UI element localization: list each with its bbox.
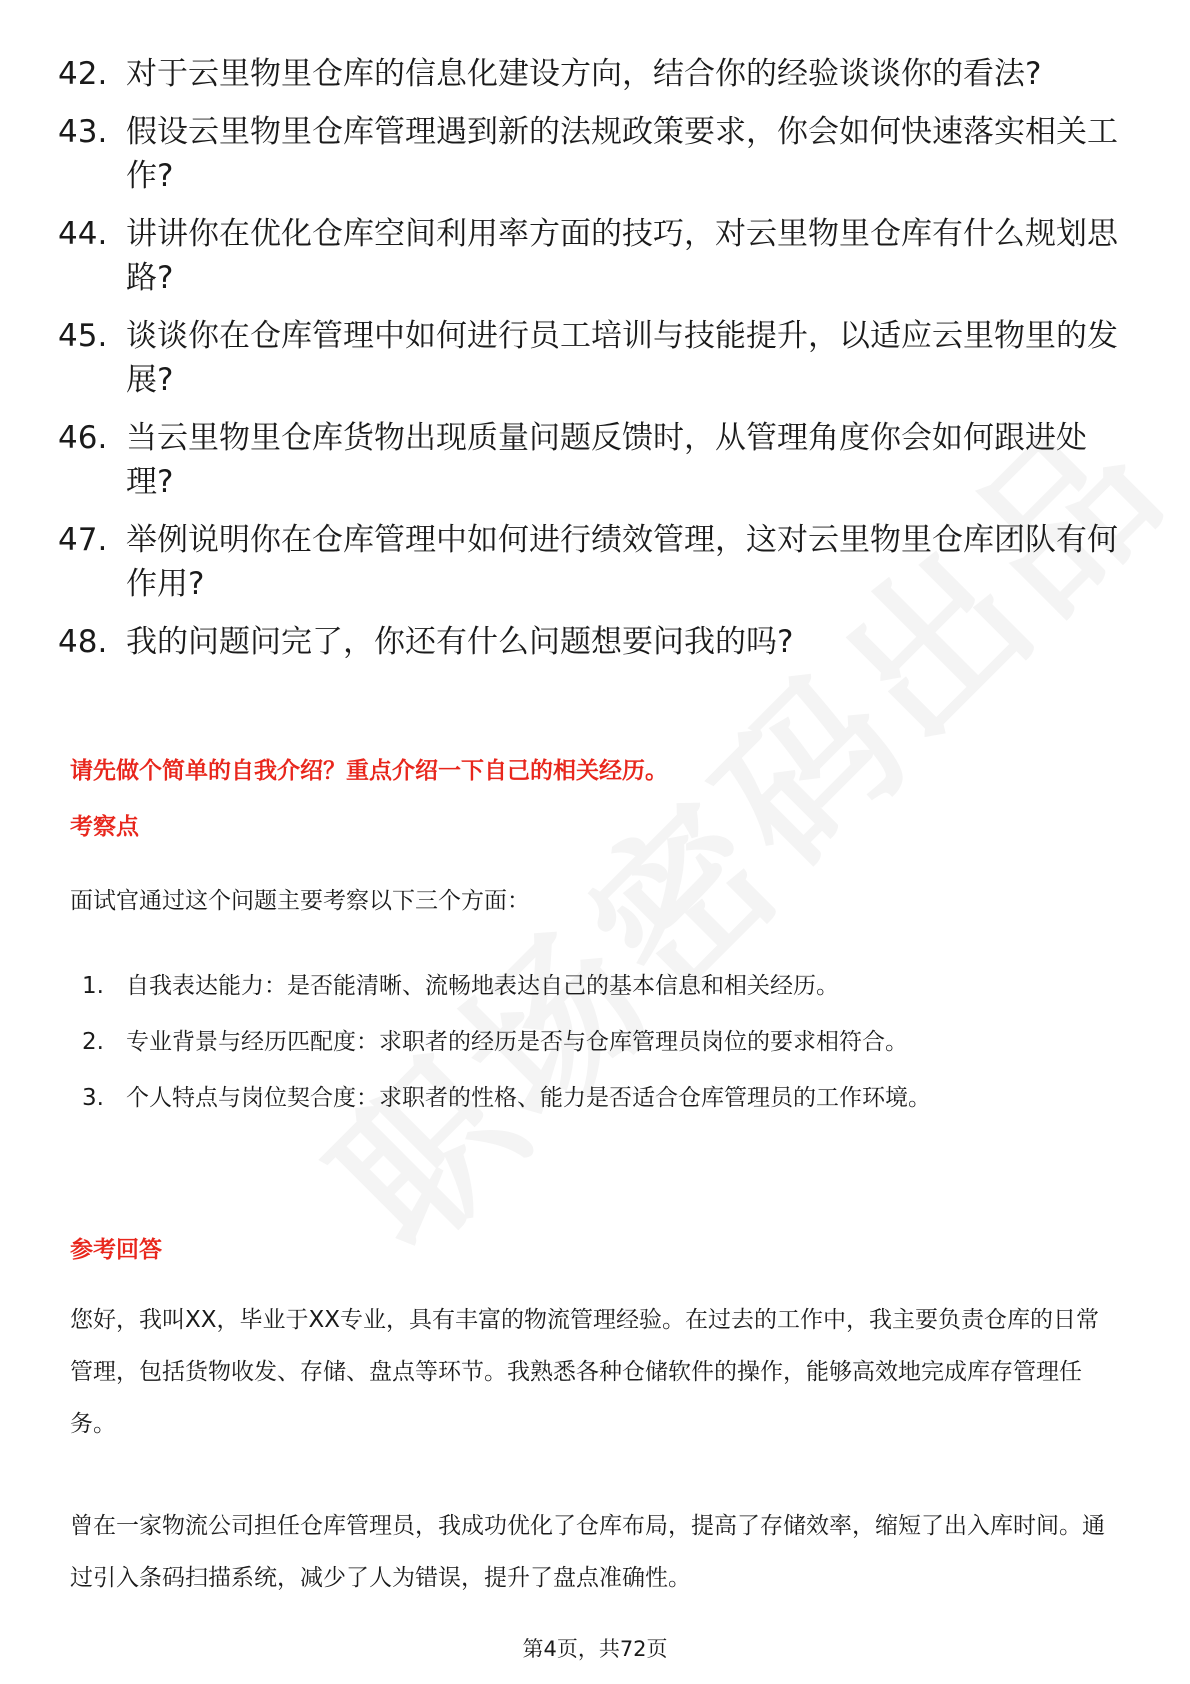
focus-point-list [82,960,1122,1128]
question-text: 我的问题问完了，你还有什么问题想要问我的吗? [126,624,794,660]
question-item [58,416,1118,504]
focus-point-text: 专业背景与经历匹配度：求职者的经历是否与仓库管理员岗位的要求相符合。 [126,1029,908,1055]
question-number: 42. [58,56,108,92]
focus-point-text: 个人特点与岗位契合度：求职者的性格、能力是否适合仓库管理员的工作环境。 [126,1085,931,1111]
question-number: 43. [58,114,108,150]
focus-intro: 面试官通过这个问题主要考察以下三个方面： [70,888,530,914]
answer-section-title: 参考回答 [70,1237,162,1263]
question-text: 谈谈你在仓库管理中如何进行员工培训与技能提升，以适应云里物里的发展? [126,318,1118,398]
focus-point-item [82,960,1122,1012]
question-item [58,110,1118,198]
question-number: 45. [58,318,108,354]
focus-point-number: 2. [82,1029,104,1055]
question-item [58,212,1118,300]
question-text: 举例说明你在仓库管理中如何进行绩效管理，这对云里物里仓库团队有何作用? [126,522,1118,602]
question-text: 假设云里物里仓库管理遇到新的法规政策要求，你会如何快速落实相关工作? [126,114,1118,194]
question-list [58,52,1118,678]
answer-paragraph: 曾在一家物流公司担任仓库管理员，我成功优化了仓库布局，提高了存储效率，缩短了出入库时间。通过引入条码扫描系统，减少了人为错误，提升了盘点准确性。 [70,1513,1105,1591]
page-number-footer: 第4页，共72页 [522,1637,668,1661]
question-number: 47. [58,522,108,558]
question-text: 讲讲你在优化仓库空间利用率方面的技巧，对云里物里仓库有什么规划思路? [126,216,1118,296]
focus-point-number: 3. [82,1085,104,1111]
question-number: 44. [58,216,108,252]
question-item [58,52,1118,96]
question-item [58,620,1118,664]
focus-point-item [82,1072,1122,1124]
focus-point-text: 自我表达能力：是否能清晰、流畅地表达自己的基本信息和相关经历。 [126,973,839,999]
question-item [58,518,1118,606]
question-text: 对于云里物里仓库的信息化建设方向，结合你的经验谈谈你的看法? [126,56,1042,92]
question-number: 46. [58,420,108,456]
main-question-heading: 请先做个简单的自我介绍？重点介绍一下自己的相关经历。 [70,758,668,784]
answer-paragraph: 您好，我叫XX，毕业于XX专业，具有丰富的物流管理经验。在过去的工作中，我主要负责仓库的日常管理，包括货物收发、存储、盘点等环节。我熟悉各种仓储软件的操作，能够高效地完成库存管理任务。 [70,1307,1100,1437]
focus-point-item [82,1016,1122,1068]
question-text: 当云里物里仓库货物出现质量问题反馈时，从管理角度你会如何跟进处理? [126,420,1087,500]
focus-section-title: 考察点 [70,814,139,840]
question-item [58,314,1118,402]
focus-point-number: 1. [82,973,104,999]
question-number: 48. [58,624,108,660]
